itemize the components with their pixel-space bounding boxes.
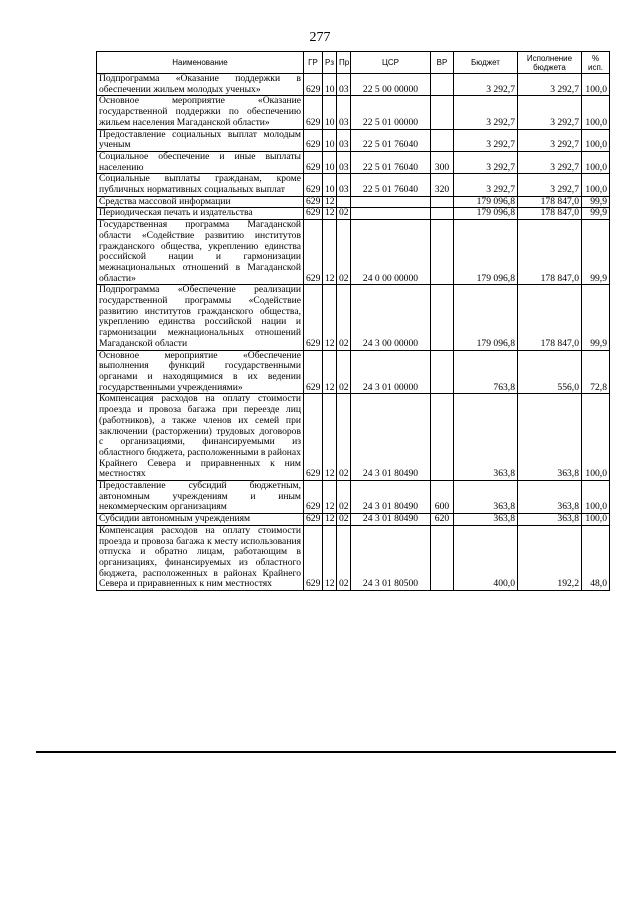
cell-vr (431, 350, 454, 394)
cell-pr: 02 (337, 481, 351, 514)
budget-execution-table (96, 51, 610, 591)
cell-csr: 24 3 01 80500 (351, 525, 431, 590)
cell-pr: 02 (337, 285, 351, 350)
table-row (97, 174, 610, 196)
header-budget: Бюджет (454, 52, 518, 74)
cell-csr (351, 196, 431, 208)
cell-rz: 12 (323, 220, 337, 285)
cell-budget: 179 096,8 (454, 208, 518, 220)
cell-name: Подпрограмма «Обеспечение реализации государственной программы «Содействие развитию институтов гражданского общества, укреплению единства российской нации и гармонизации межнациональных отношений Магаданской области (97, 285, 304, 350)
cell-execution: 178 847,0 (518, 285, 582, 350)
cell-percent: 100,0 (582, 514, 610, 526)
cell-name: Компенсация расходов на оплату стоимости проезда и провоза багажа при переезде лиц (работников), а также членов их семей при заключении (расторжении) трудовых договоров с организациями, финансируемыми из областного бюджета, расположенными в районах Крайнего Севера и приравненных к ним местностях (97, 394, 304, 481)
cell-gr: 629 (304, 514, 323, 526)
page-number: 277 (309, 30, 331, 45)
cell-pr: 03 (337, 129, 351, 151)
cell-pr: 02 (337, 514, 351, 526)
cell-csr: 24 3 00 00000 (351, 285, 431, 350)
table-row (97, 514, 610, 526)
cell-csr: 24 3 01 80490 (351, 481, 431, 514)
cell-csr: 22 5 00 00000 (351, 74, 431, 96)
cell-pr: 03 (337, 96, 351, 129)
table-row (97, 394, 610, 481)
cell-name: Основное мероприятие «Обеспечение выполнения функций государственными органами и находящимися в их ведении государственными учреждениями» (97, 350, 304, 394)
cell-csr: 22 5 01 00000 (351, 96, 431, 129)
cell-csr: 22 5 01 76040 (351, 129, 431, 151)
cell-gr: 629 (304, 285, 323, 350)
cell-rz: 12 (323, 481, 337, 514)
header-name: Наименование (97, 52, 304, 74)
cell-execution: 192,2 (518, 525, 582, 590)
table-row (97, 129, 610, 151)
cell-budget: 363,8 (454, 514, 518, 526)
cell-rz: 12 (323, 350, 337, 394)
cell-name: Средства массовой информации (97, 196, 304, 208)
cell-rz: 12 (323, 196, 337, 208)
bottom-rule (36, 751, 616, 753)
header-vr: ВР (431, 52, 454, 74)
header-gr: ГР (304, 52, 323, 74)
cell-name: Социальное обеспечение и иные выплаты населению (97, 151, 304, 173)
cell-percent: 100,0 (582, 151, 610, 173)
cell-budget: 3 292,7 (454, 151, 518, 173)
cell-percent: 99,9 (582, 196, 610, 208)
cell-gr: 629 (304, 96, 323, 129)
cell-percent: 72,8 (582, 350, 610, 394)
cell-budget: 179 096,8 (454, 220, 518, 285)
cell-budget: 3 292,7 (454, 174, 518, 196)
cell-gr: 629 (304, 208, 323, 220)
cell-percent: 99,9 (582, 220, 610, 285)
cell-pr: 03 (337, 74, 351, 96)
cell-vr: 320 (431, 174, 454, 196)
cell-rz: 12 (323, 208, 337, 220)
cell-budget: 179 096,8 (454, 285, 518, 350)
table-row (97, 285, 610, 350)
cell-percent: 100,0 (582, 174, 610, 196)
header-percent: % исп. (582, 52, 610, 74)
cell-vr (431, 74, 454, 96)
cell-execution: 3 292,7 (518, 174, 582, 196)
cell-budget: 179 096,8 (454, 196, 518, 208)
cell-pr: 02 (337, 525, 351, 590)
table-row (97, 350, 610, 394)
table-row (97, 196, 610, 208)
cell-gr: 629 (304, 174, 323, 196)
cell-execution: 3 292,7 (518, 151, 582, 173)
cell-gr: 629 (304, 481, 323, 514)
cell-execution: 556,0 (518, 350, 582, 394)
cell-execution: 178 847,0 (518, 208, 582, 220)
cell-name: Предоставление социальных выплат молодым ученым (97, 129, 304, 151)
cell-execution: 3 292,7 (518, 129, 582, 151)
cell-name: Периодическая печать и издательства (97, 208, 304, 220)
cell-csr: 22 5 01 76040 (351, 174, 431, 196)
cell-execution: 363,8 (518, 481, 582, 514)
cell-csr: 24 0 00 00000 (351, 220, 431, 285)
cell-gr: 629 (304, 129, 323, 151)
table-row (97, 220, 610, 285)
cell-pr: 02 (337, 220, 351, 285)
cell-vr (431, 208, 454, 220)
cell-percent: 100,0 (582, 96, 610, 129)
cell-budget: 363,8 (454, 481, 518, 514)
cell-csr: 22 5 01 76040 (351, 151, 431, 173)
cell-percent: 100,0 (582, 394, 610, 481)
table-row (97, 525, 610, 590)
cell-percent: 100,0 (582, 129, 610, 151)
cell-vr (431, 96, 454, 129)
cell-percent: 99,9 (582, 285, 610, 350)
cell-rz: 10 (323, 96, 337, 129)
cell-execution: 178 847,0 (518, 196, 582, 208)
header-pr: Пр (337, 52, 351, 74)
cell-budget: 400,0 (454, 525, 518, 590)
cell-csr: 24 3 01 00000 (351, 350, 431, 394)
cell-name: Субсидии автономным учреждениям (97, 514, 304, 526)
header-csr: ЦСР (351, 52, 431, 74)
cell-csr (351, 208, 431, 220)
cell-budget: 763,8 (454, 350, 518, 394)
cell-percent: 99,9 (582, 208, 610, 220)
cell-gr: 629 (304, 525, 323, 590)
cell-csr: 24 3 01 80490 (351, 514, 431, 526)
cell-pr (337, 196, 351, 208)
cell-vr (431, 525, 454, 590)
cell-execution: 363,8 (518, 514, 582, 526)
cell-vr (431, 196, 454, 208)
cell-rz: 10 (323, 129, 337, 151)
cell-vr: 300 (431, 151, 454, 173)
table-row (97, 151, 610, 173)
cell-execution: 363,8 (518, 394, 582, 481)
cell-name: Подпрограмма «Оказание поддержки в обеспечении жильем молодых ученых» (97, 74, 304, 96)
cell-name: Компенсация расходов на оплату стоимости проезда и провоза багажа к месту использования отпуска и обратно лицам, работающим в организациях, финансируемых из областного бюджета, расположенных в районах Крайнего Севера и приравненных к ним местностях (97, 525, 304, 590)
cell-vr (431, 220, 454, 285)
cell-budget: 363,8 (454, 394, 518, 481)
cell-gr: 629 (304, 394, 323, 481)
cell-vr (431, 285, 454, 350)
cell-execution: 3 292,7 (518, 96, 582, 129)
cell-gr: 629 (304, 74, 323, 96)
cell-rz: 12 (323, 514, 337, 526)
cell-gr: 629 (304, 151, 323, 173)
header-rz: Рз (323, 52, 337, 74)
cell-execution: 178 847,0 (518, 220, 582, 285)
table-row (97, 74, 610, 96)
cell-pr: 03 (337, 174, 351, 196)
cell-rz: 10 (323, 74, 337, 96)
cell-name: Основное мероприятие «Оказание государственной поддержки по обеспечению жильем населения Магаданской области» (97, 96, 304, 129)
cell-rz: 12 (323, 285, 337, 350)
table-header-row (97, 52, 610, 74)
cell-rz: 10 (323, 174, 337, 196)
cell-vr: 600 (431, 481, 454, 514)
cell-percent: 48,0 (582, 525, 610, 590)
cell-pr: 03 (337, 151, 351, 173)
cell-gr: 629 (304, 350, 323, 394)
cell-rz: 12 (323, 525, 337, 590)
cell-vr: 620 (431, 514, 454, 526)
cell-pr: 02 (337, 350, 351, 394)
cell-gr: 629 (304, 196, 323, 208)
cell-vr (431, 394, 454, 481)
cell-percent: 100,0 (582, 74, 610, 96)
cell-name: Социальные выплаты гражданам, кроме публичных нормативных социальных выплат (97, 174, 304, 196)
cell-name: Предоставление субсидий бюджетным, автономным учреждениям и иным некоммерческим организациям (97, 481, 304, 514)
cell-gr: 629 (304, 220, 323, 285)
table-row (97, 208, 610, 220)
cell-percent: 100,0 (582, 481, 610, 514)
header-execution: Исполнение бюджета (518, 52, 582, 74)
cell-name: Государственная программа Магаданской области «Содействие развитию институтов гражданского общества, укреплению единства российской нации и гармонизации межнациональных отношений в Магаданской области» (97, 220, 304, 285)
cell-pr: 02 (337, 394, 351, 481)
cell-vr (431, 129, 454, 151)
cell-rz: 10 (323, 151, 337, 173)
table-row (97, 96, 610, 129)
cell-execution: 3 292,7 (518, 74, 582, 96)
cell-csr: 24 3 01 80490 (351, 394, 431, 481)
cell-rz: 12 (323, 394, 337, 481)
cell-budget: 3 292,7 (454, 96, 518, 129)
table-row (97, 481, 610, 514)
cell-budget: 3 292,7 (454, 74, 518, 96)
cell-pr: 02 (337, 208, 351, 220)
cell-budget: 3 292,7 (454, 129, 518, 151)
